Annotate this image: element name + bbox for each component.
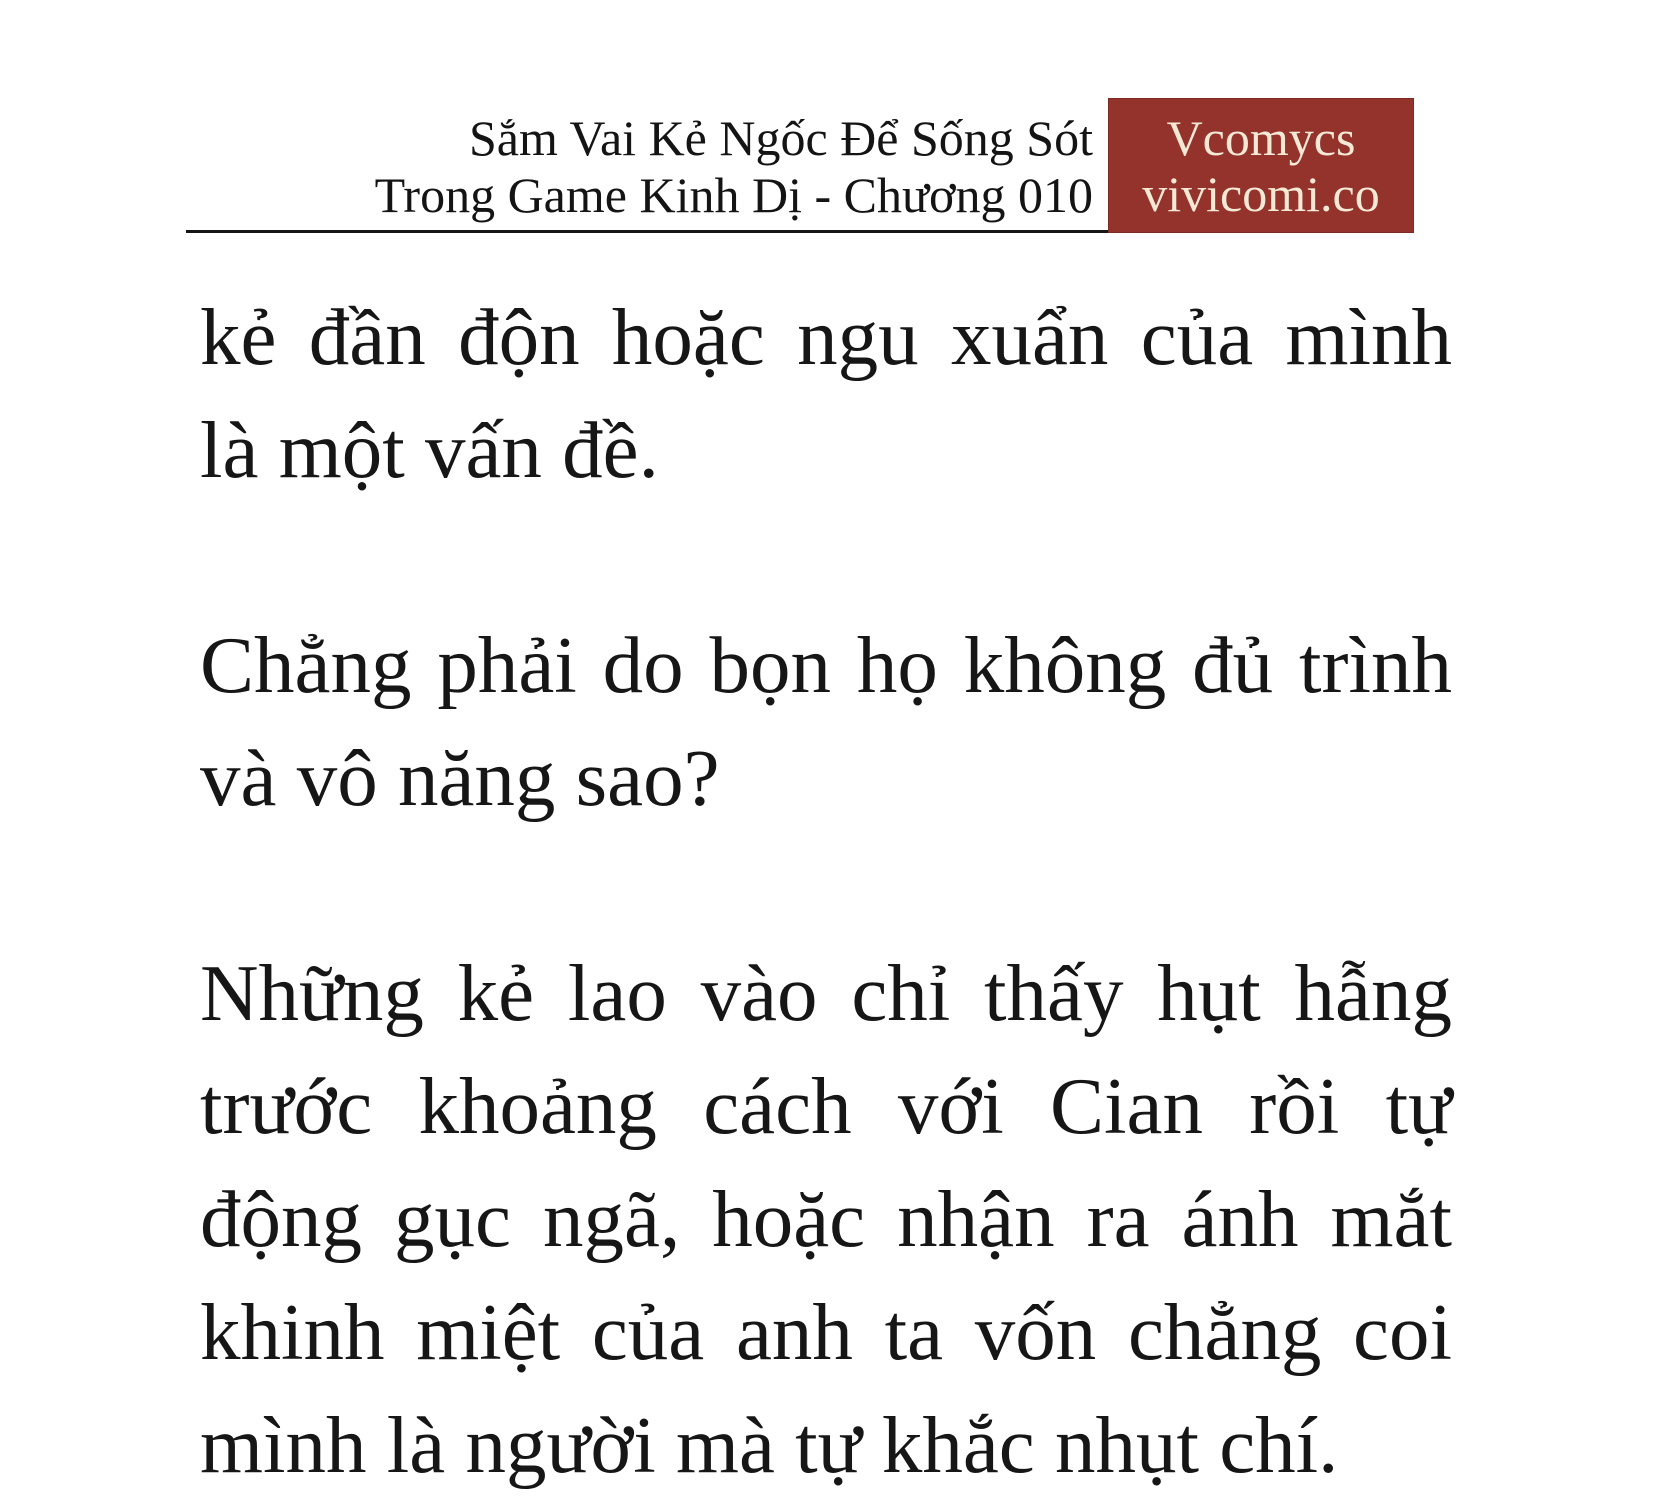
body-line: trước khoảng cách với Cian rồi tự	[200, 1061, 1452, 1151]
body-line: là một vấn đề.	[200, 405, 659, 495]
paragraph	[200, 281, 1452, 507]
chapter-title-line1: Sắm Vai Kẻ Ngốc Để Sống Sót	[468, 110, 1093, 166]
body-line: Chẳng phải do bọn họ không đủ trình	[200, 620, 1452, 710]
body-line: kẻ đần độn hoặc ngu xuẩn của mình	[200, 292, 1452, 382]
body-line: và vô năng sao?	[200, 733, 720, 823]
body-line: động gục ngã, hoặc nhận ra ánh mắt	[200, 1174, 1452, 1264]
paragraph	[200, 937, 1452, 1500]
chapter-title-line2: Trong Game Kinh Dị - Chương 010	[374, 167, 1093, 223]
header-divider	[186, 230, 1108, 233]
brand-site-url: vivicomi.co	[1142, 165, 1380, 222]
brand-name: Vcomycs	[1166, 109, 1356, 166]
body-line: mình là người mà tự khắc nhụt chí.	[200, 1400, 1339, 1490]
paragraph	[200, 609, 1452, 835]
body-line: Những kẻ lao vào chỉ thấy hụt hẫng	[200, 948, 1452, 1038]
brand-badge	[1108, 98, 1414, 233]
body-line: khinh miệt của anh ta vốn chẳng coi	[200, 1287, 1452, 1377]
chapter-title	[180, 110, 1093, 224]
page-text	[200, 281, 1452, 1500]
